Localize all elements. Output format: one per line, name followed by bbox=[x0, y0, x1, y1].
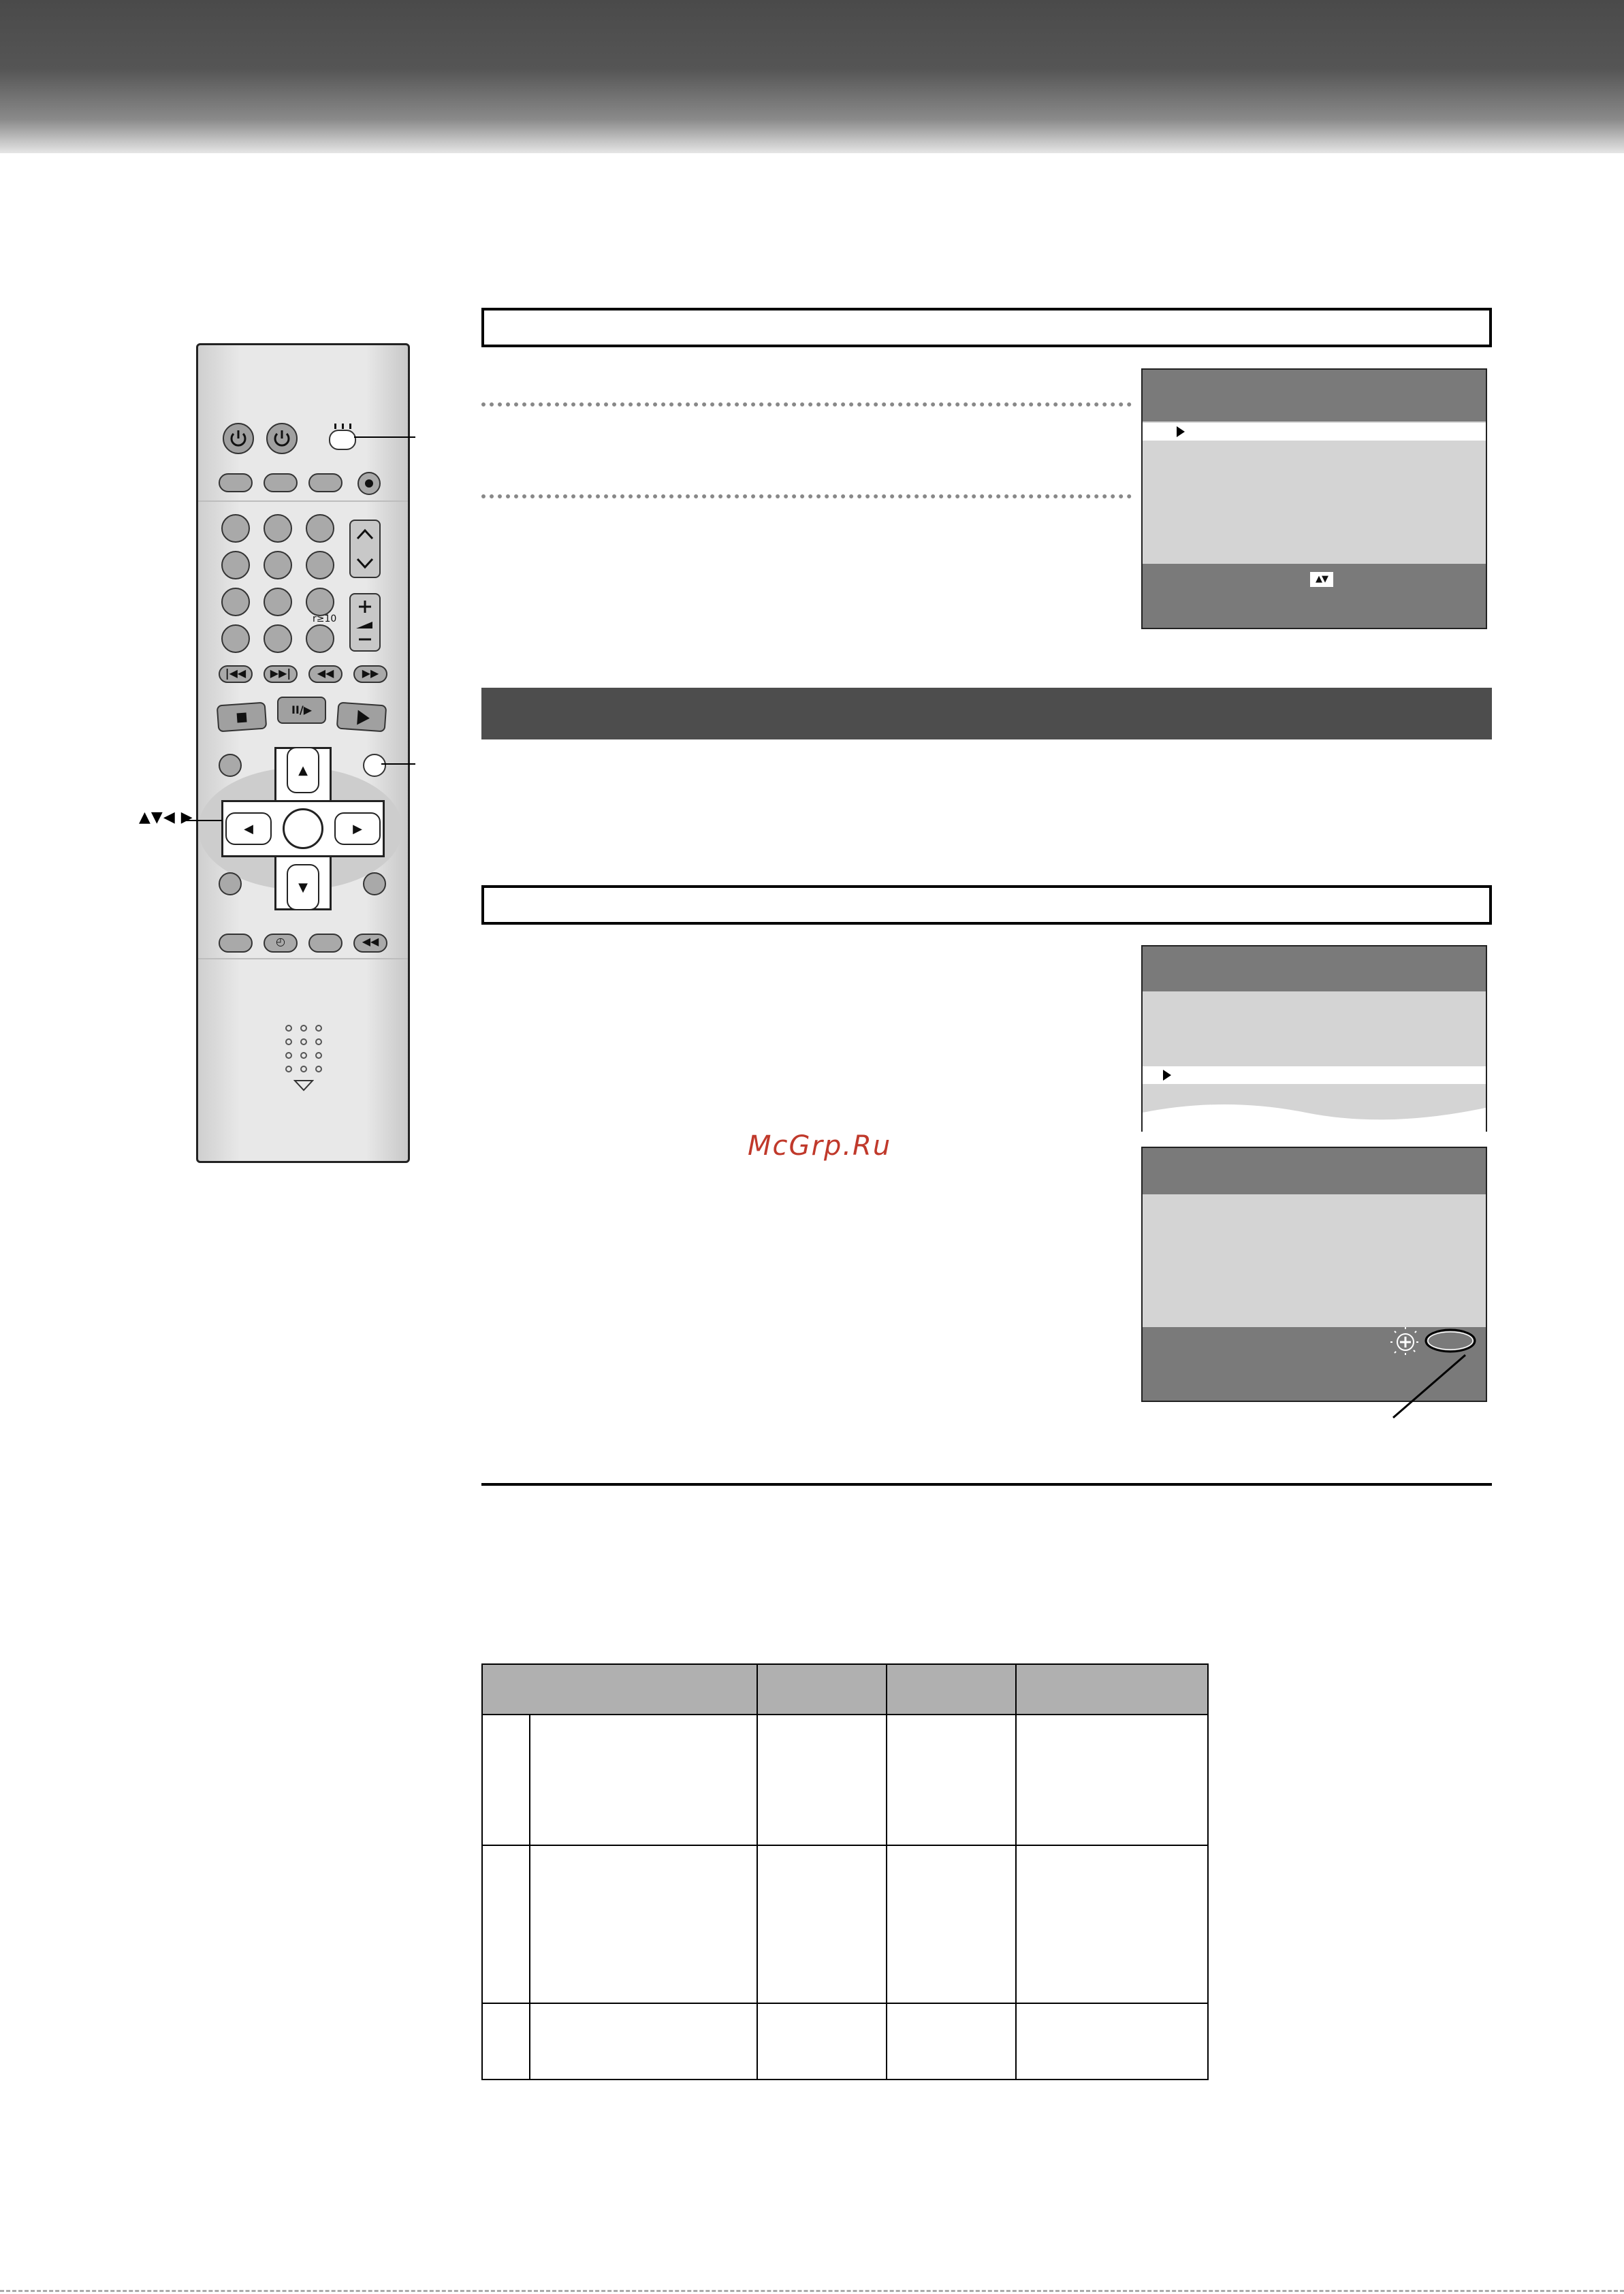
remote-button bbox=[363, 754, 386, 777]
osd-screen-partial bbox=[1141, 945, 1487, 1132]
remote-button bbox=[308, 473, 343, 492]
table-cell bbox=[887, 2003, 1016, 2080]
remote-button bbox=[264, 473, 298, 492]
callout-line bbox=[354, 436, 415, 438]
power-icon bbox=[266, 423, 298, 454]
down-arrow-icon: ▼ bbox=[287, 864, 319, 910]
callout-line bbox=[381, 763, 415, 765]
right-arrow-icon: ▶ bbox=[334, 812, 381, 845]
stop-icon bbox=[217, 702, 268, 733]
grille-dot bbox=[315, 1025, 322, 1032]
table-header-cell bbox=[887, 1664, 1016, 1715]
rewind-icon: ◀◀ bbox=[353, 934, 387, 953]
grille-dot bbox=[315, 1038, 322, 1045]
table-header-row bbox=[482, 1664, 1208, 1715]
switch-marks bbox=[333, 419, 353, 424]
ir-triangle-icon bbox=[293, 1079, 314, 1092]
grille-dot bbox=[285, 1052, 292, 1059]
table-cell bbox=[1016, 1715, 1208, 1845]
rewind-icon: ◀◀ bbox=[308, 665, 343, 683]
osd-selected-row bbox=[1143, 1066, 1486, 1084]
remote-button bbox=[308, 934, 343, 953]
table-cell bbox=[482, 1715, 530, 1845]
grille-dot bbox=[300, 1038, 307, 1045]
tear-edge bbox=[1143, 1083, 1487, 1132]
enter-button bbox=[283, 808, 323, 849]
data-table bbox=[481, 1663, 1209, 2080]
number-key bbox=[306, 514, 334, 543]
section-heading-box bbox=[481, 308, 1492, 347]
table-cell bbox=[1016, 1845, 1208, 2003]
section-heading-box bbox=[481, 885, 1492, 925]
table-header-cell bbox=[757, 1664, 887, 1715]
left-arrow-icon: ◀ bbox=[225, 812, 272, 845]
remote-divider bbox=[198, 500, 408, 502]
callout-pointer bbox=[1389, 1352, 1471, 1420]
callout-line bbox=[181, 820, 222, 821]
table-header-cell bbox=[482, 1664, 757, 1715]
dotted-divider bbox=[481, 494, 1132, 498]
table-cell bbox=[887, 1715, 1016, 1845]
remote-control bbox=[196, 343, 410, 1163]
grille-dot bbox=[315, 1052, 322, 1059]
play-icon bbox=[336, 702, 387, 733]
osd-title-bar bbox=[1143, 370, 1486, 421]
number-key bbox=[306, 551, 334, 579]
number-key bbox=[264, 551, 292, 579]
horizontal-rule bbox=[481, 1483, 1492, 1486]
number-key bbox=[306, 624, 334, 653]
remote-button bbox=[219, 934, 253, 953]
footer-dashed-line bbox=[0, 2290, 1624, 2292]
grille-dot bbox=[300, 1025, 307, 1032]
osd-title-bar bbox=[1143, 946, 1486, 991]
osd-selected-row bbox=[1143, 423, 1486, 441]
cursor-icon bbox=[1163, 1070, 1171, 1081]
number-key bbox=[264, 514, 292, 543]
up-down-icon: ▲▼ bbox=[1310, 572, 1333, 587]
table-cell bbox=[1016, 2003, 1208, 2080]
table-cell bbox=[530, 1715, 757, 1845]
number-key bbox=[264, 624, 292, 653]
table-header-cell bbox=[1016, 1664, 1208, 1715]
table-cell bbox=[482, 1845, 530, 2003]
remote-button bbox=[219, 754, 242, 777]
grille-dot bbox=[300, 1066, 307, 1072]
table-row bbox=[482, 1845, 1208, 2003]
arrow-keys-label: ▲▼◀ ▶ bbox=[139, 809, 193, 826]
table-cell bbox=[530, 1845, 757, 2003]
channel-rocker bbox=[349, 520, 381, 578]
grille-dot bbox=[315, 1066, 322, 1072]
section-heading-bar bbox=[481, 688, 1492, 739]
grille-dot bbox=[300, 1052, 307, 1059]
table-cell bbox=[757, 1845, 887, 2003]
osd-footer-bar bbox=[1143, 564, 1486, 628]
pause-icon: II/▶ bbox=[277, 697, 326, 724]
remote-button bbox=[219, 473, 253, 492]
table-row bbox=[482, 1715, 1208, 1845]
number-key bbox=[264, 588, 292, 616]
power-icon bbox=[223, 423, 254, 454]
grille-dot bbox=[285, 1038, 292, 1045]
osd-screen bbox=[1141, 368, 1487, 629]
ten-plus-label: r≥10 bbox=[313, 614, 337, 624]
table-cell bbox=[887, 1845, 1016, 2003]
number-key bbox=[221, 514, 250, 543]
grille-dot bbox=[285, 1025, 292, 1032]
number-key bbox=[221, 624, 250, 653]
up-arrow-icon: ▲ bbox=[287, 747, 319, 793]
number-key bbox=[221, 551, 250, 579]
skip-forward-icon: ▶▶| bbox=[264, 665, 298, 683]
table-row bbox=[482, 2003, 1208, 2080]
table-cell bbox=[530, 2003, 757, 2080]
remote-button bbox=[363, 872, 386, 895]
dotted-divider bbox=[481, 402, 1132, 407]
record-icon bbox=[357, 472, 381, 495]
grille-dot bbox=[285, 1066, 292, 1072]
table-cell bbox=[757, 2003, 887, 2080]
number-key bbox=[221, 588, 250, 616]
mode-switch bbox=[329, 430, 356, 450]
remote-divider bbox=[198, 958, 408, 959]
page-header-band bbox=[0, 0, 1624, 153]
number-key bbox=[306, 588, 334, 616]
volume-rocker bbox=[349, 593, 381, 652]
timer-icon: ◴ bbox=[264, 934, 298, 953]
cursor-icon bbox=[1177, 426, 1185, 437]
watermark: McGrp.Ru bbox=[748, 1130, 892, 1162]
osd-title-bar bbox=[1143, 1148, 1486, 1194]
table-cell bbox=[482, 2003, 530, 2080]
skip-back-icon: |◀◀ bbox=[219, 665, 253, 683]
table-cell bbox=[757, 1715, 887, 1845]
remote-button bbox=[219, 872, 242, 895]
fast-forward-icon: ▶▶ bbox=[353, 665, 387, 683]
